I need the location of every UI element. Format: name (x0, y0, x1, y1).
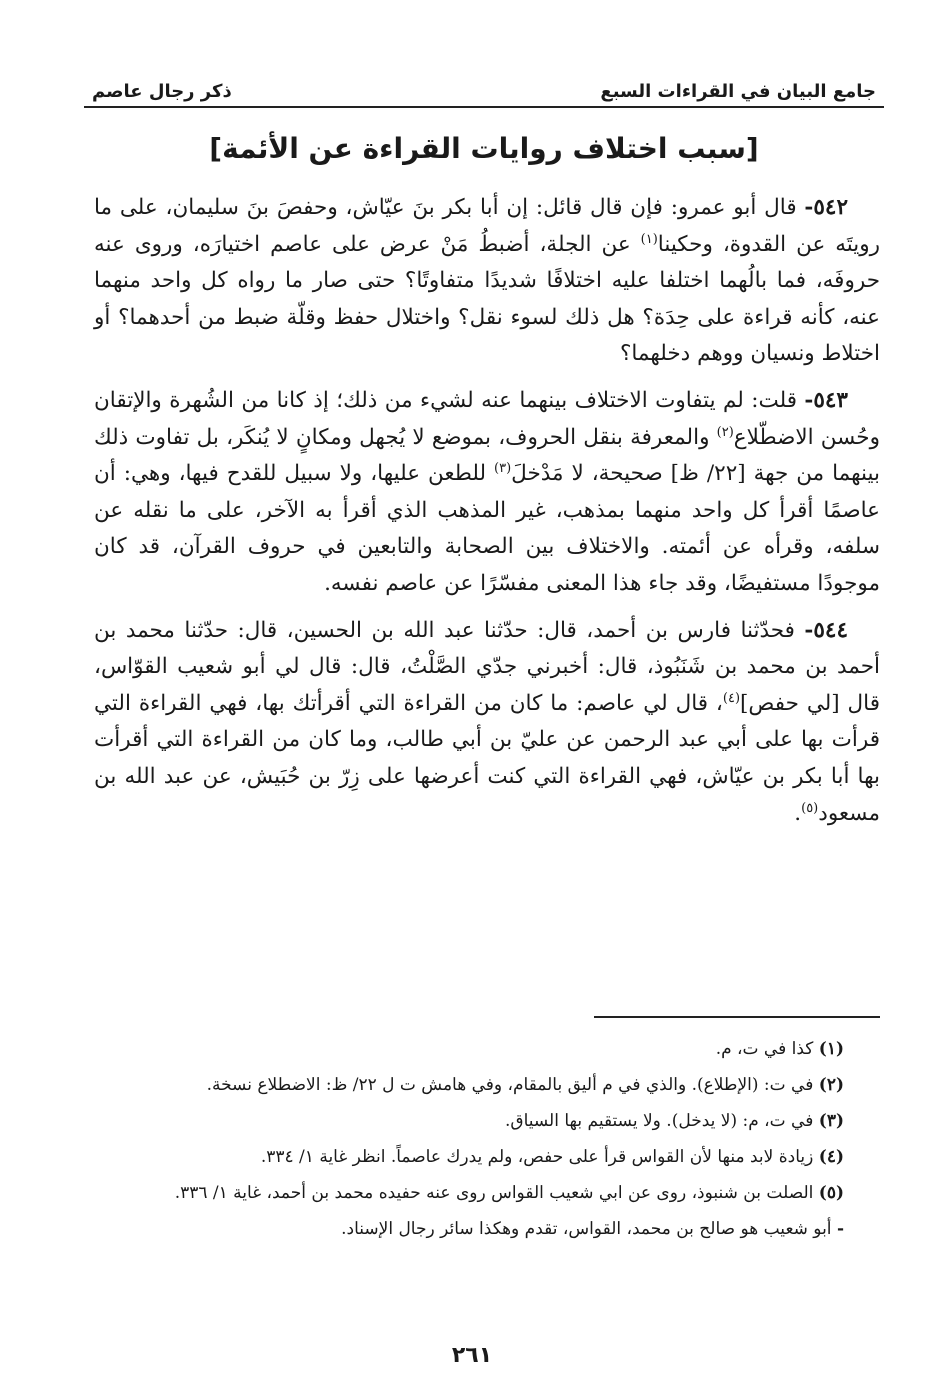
paragraph-text: ، قال لي عاصم: ما كان من القراءة التي أقرأتك بها، فهي القراءة التي قرأت بها على أبي عبد الرحمن عن عليّ بن أبي طالب، وما كان من القراءة التي أقرأت بها أبا بكر بن عيّاش، فهي القراءة التي كنت أعرضها على زِرّ بن حُبَيش، عن عبد الله بن مسعود (94, 690, 880, 826)
footnote-separator (594, 1016, 880, 1018)
footnote-ref: (١) (640, 231, 658, 247)
running-header (92, 62, 876, 102)
body-text (94, 190, 880, 832)
footnote-text: زيادة لابد منها لأن القواس قرأ على حفص، ولم يدرك عاصماً. انظر غاية ١/ ٣٣٤. (260, 1147, 814, 1167)
paragraph-text: قلت: لم يتفاوت الاختلاف بينهما عنه لشيء من ذلك؛ إذ كانا من الشُهرة والإتقان وحُسن الاضطّلاع (94, 387, 880, 450)
paragraph-text: عن الجلة، أضبطُ مَنْ عرض على عاصم اختيارَه، وروى عنه حروفَه، فما بالُهما اختلفا عليه اختلافًا شديدًا متفاوتًا؟ حتى صار ما رواه كل واحد منهما عنه، كأنه قراءة على حِدَة؟ هل ذلك لسوء نقل؟ واختلال حفظ وقلّة ضبط من أحدهما؟ أو اختلاط ونسيان ووهم دخلهما؟ (94, 231, 880, 367)
footnote (94, 1214, 844, 1245)
paragraph-542 (94, 190, 880, 373)
paragraph-text: . (794, 800, 802, 826)
paragraph-text: فحدّثنا فارس بن أحمد، قال: حدّثنا عبد الله بن الحسين، قال: حدّثنا محمد بن أحمد بن محمد بن شَنَبُوذ، قال: أخبرني جدّي الصَّلْتُ، قال: قال لي أبو شعيب القوّاس، قال [لي حفص] (94, 617, 881, 716)
footnote-ref: (٥) (801, 800, 819, 816)
footnote-text: كذا في ت، م. (715, 1039, 814, 1059)
footnote-text: أبو شعيب هو صالح بن محمد، القواس، تقدم وهكذا سائر رجال الإسناد. (341, 1219, 832, 1239)
paragraph-number: ٥٤٤- (804, 617, 848, 643)
footnote-mark: (٢) (818, 1075, 844, 1095)
footnote-ref: (٣) (494, 461, 512, 476)
book-title: جامع البيان في القراءات السبع (600, 81, 876, 102)
footnote-mark: (٤) (818, 1147, 844, 1167)
paragraph-text: للطعن عليها، ولا سبيل للقدح فيها، وهي: أن عاصمًا أقرأ كل واحد منهما بمذهب، غير المذهب الذي أقرأ به الآخر، على ما نقله عن سلفه، وقرأه عن أئمته. والاختلاف بين الصحابة والتابعين في حروف القرآن، قد كان موجودًا مستفيضًا، وقد جاء هذا المعنى مفسّرًا عن عاصم نفسه. (94, 461, 880, 596)
paragraph-544 (94, 613, 880, 833)
paragraph-543 (94, 383, 880, 603)
footnote-text: في ت: (الإطلاع). والذي في م أليق بالمقام، وفي هامش ت ل ٢٢/ ظ: الاضطلاع نسخة. (206, 1075, 814, 1095)
footnote-text: في ت، م: (لا يدخل). ولا يستقيم بها السياق. (504, 1111, 814, 1131)
chapter-title: ذكر رجال عاصم (92, 81, 232, 102)
footnote-mark: (٥) (818, 1183, 844, 1203)
footnote-ref: (٢) (716, 424, 734, 440)
paragraph-text: قال أبو عمرو: فإن قال قائل: إن أبا بكر بنَ عيّاش، وحفصَ بنَ سليمان، على ما رويتَه عن القدوة، وحكينا (94, 195, 881, 257)
footnote-text: الصلت بن شنبوذ، روى عن ابي شعيب القواس روى عنه حفيده محمد بن أحمد، غاية ١/ ٣٣٦. (174, 1183, 814, 1203)
footnote (94, 1142, 844, 1173)
page-number: ٢٦١ (451, 1343, 493, 1368)
footnote (94, 1070, 844, 1101)
footnote (94, 1034, 844, 1065)
footnote (94, 1106, 844, 1137)
paragraph-number: ٥٤٢- (804, 195, 848, 220)
paragraph-text: والمعرفة بنقل الحروف، بموضع لا يُجهل ومكانٍ لا يُنكَر، بل تفاوت ذلك بينهما من جهة [٢٢/ ظ] صحيحة، لا مَدْخلَ (94, 424, 880, 487)
paragraph-number: ٥٤٣- (804, 387, 848, 413)
section-title: [سبب اختلاف روايات القراءة عن الأئمة] (209, 132, 759, 165)
footnote-mark: (٣) (818, 1111, 844, 1131)
footnotes (94, 1034, 844, 1250)
footnote-mark: (١) (818, 1039, 844, 1059)
footnote-mark: - (836, 1219, 844, 1239)
header-rule (84, 106, 884, 108)
footnote-ref: (٤) (722, 690, 741, 706)
footnote (94, 1178, 844, 1209)
